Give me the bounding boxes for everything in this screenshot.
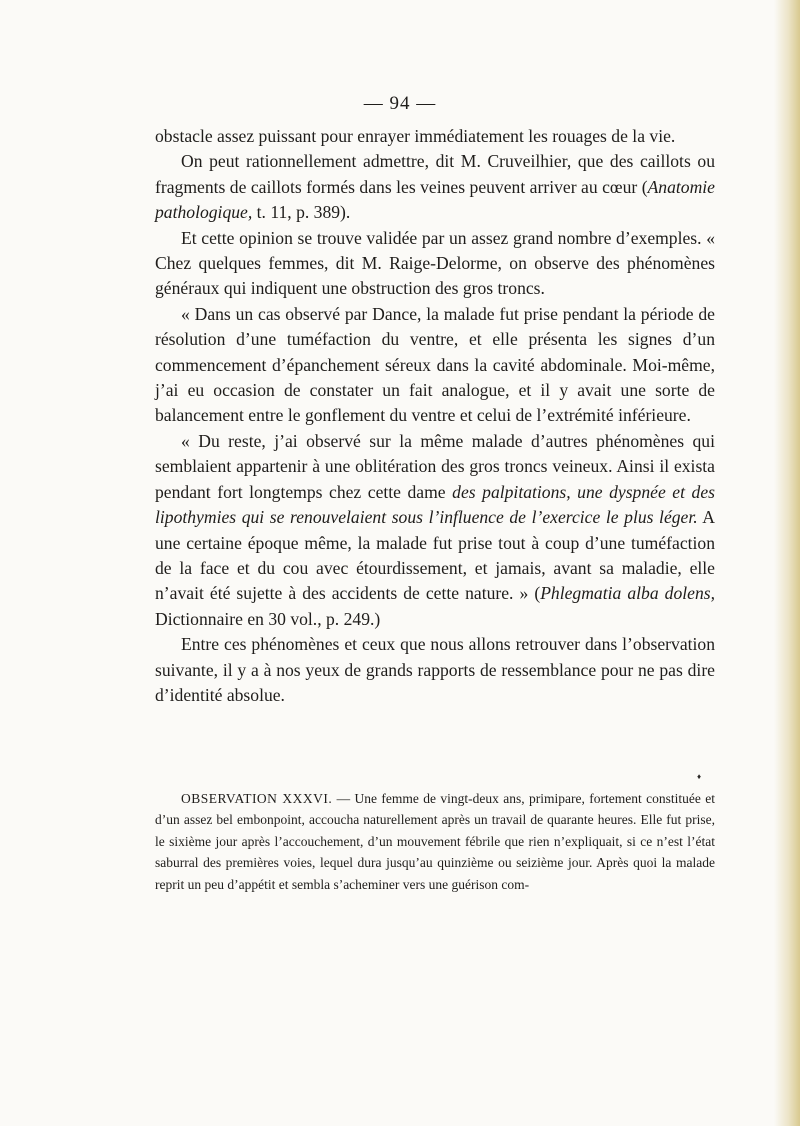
main-text bbox=[155, 124, 715, 708]
paragraph-1: obstacle assez puissant pour enrayer immédiatement les rouages de la vie. bbox=[155, 126, 676, 146]
paragraph-2 bbox=[155, 149, 715, 225]
paragraph-5-end: Dictionnaire en 30 vol., p. 249.) bbox=[155, 608, 381, 629]
page-number: — 94 — bbox=[363, 93, 437, 114]
observation-block bbox=[155, 788, 715, 895]
paragraph-5-start: « Du reste, j’ai observé sur la même malade d’autres phénomènes qui semblaient appartenir à une oblitération des gros troncs veineux. Ainsi il exista pendant fort longtemps chez cette dame bbox=[155, 430, 715, 502]
observation-heading: OBSERVATION XXXVI. bbox=[181, 791, 333, 806]
paragraph-5-italic-2: Phlegmatia alba dolens, bbox=[540, 583, 715, 604]
paragraph-2-end: t. 11, p. 389). bbox=[252, 202, 351, 223]
paragraph-5 bbox=[155, 429, 715, 632]
paragraph-6: Entre ces phénomènes et ceux que nous allons retrouver dans l’observation suivante, il y a à nos yeux de grands rapports de ressemblance pour ne pas dire d’identité absolue. bbox=[155, 634, 715, 705]
paragraph-3: Et cette opinion se trouve validée par un assez grand nombre d’exemples. « Chez quelques femmes, dit M. Raige-Delorme, on observe des phénomènes généraux qui indiquent une obstruction des gros troncs. bbox=[155, 227, 715, 299]
page-edge-shadow bbox=[774, 0, 800, 1126]
observation-text: — Une femme de vingt-deux ans, primipare, fortement constituée et d’un assez bel embonpoint, accoucha naturellement après un travail de quarante heures. Elle fut prise, le sixième jour après l’accouchement, d’un mouvement fébrile que rien n’expliquait, si ce n’est l’état saburral des premières voies, lequel dura jusqu’au quinzième ou seizième jour. Après quoi la malade reprit un peu d’appétit et sembla s’acheminer vers une guérison com- bbox=[155, 791, 715, 892]
paragraph-2-text: On peut rationnellement admettre, dit M. Cruveilhier, que des caillots ou fragments de caillots formés dans les veines peuvent arriver au cœur ( bbox=[155, 151, 715, 197]
paragraph-4: « Dans un cas observé par Dance, la malade fut prise pendant la période de résolution d’une tuméfaction du ventre, et elle présenta les signes d’un commencement d’épanchement séreux dans la cavité abdominale. Moi-même, j’ai eu occasion de constater un fait analogue, et il y avait une sorte de balancement entre le gonflement du ventre et celui de l’extrémité inférieure. bbox=[155, 303, 715, 426]
ornament-mark: ♦ bbox=[697, 772, 702, 781]
paragraph-2-italic: Anatomie pathologique, bbox=[155, 176, 715, 223]
paragraph-5-italic: des palpitations, une dyspnée et des lipothymies qui se renouvelaient sous l’influence de l’exercice le plus léger. bbox=[155, 481, 715, 528]
paragraph-5-mid: A une certaine époque même, la malade fut prise tout à coup d’une tuméfaction de la face et du cou avec étourdissement, et jamais, avant sa maladie, elle n’avait été sujette à des accidents de cette nature. » ( bbox=[155, 507, 715, 604]
observation-paragraph bbox=[155, 788, 715, 895]
